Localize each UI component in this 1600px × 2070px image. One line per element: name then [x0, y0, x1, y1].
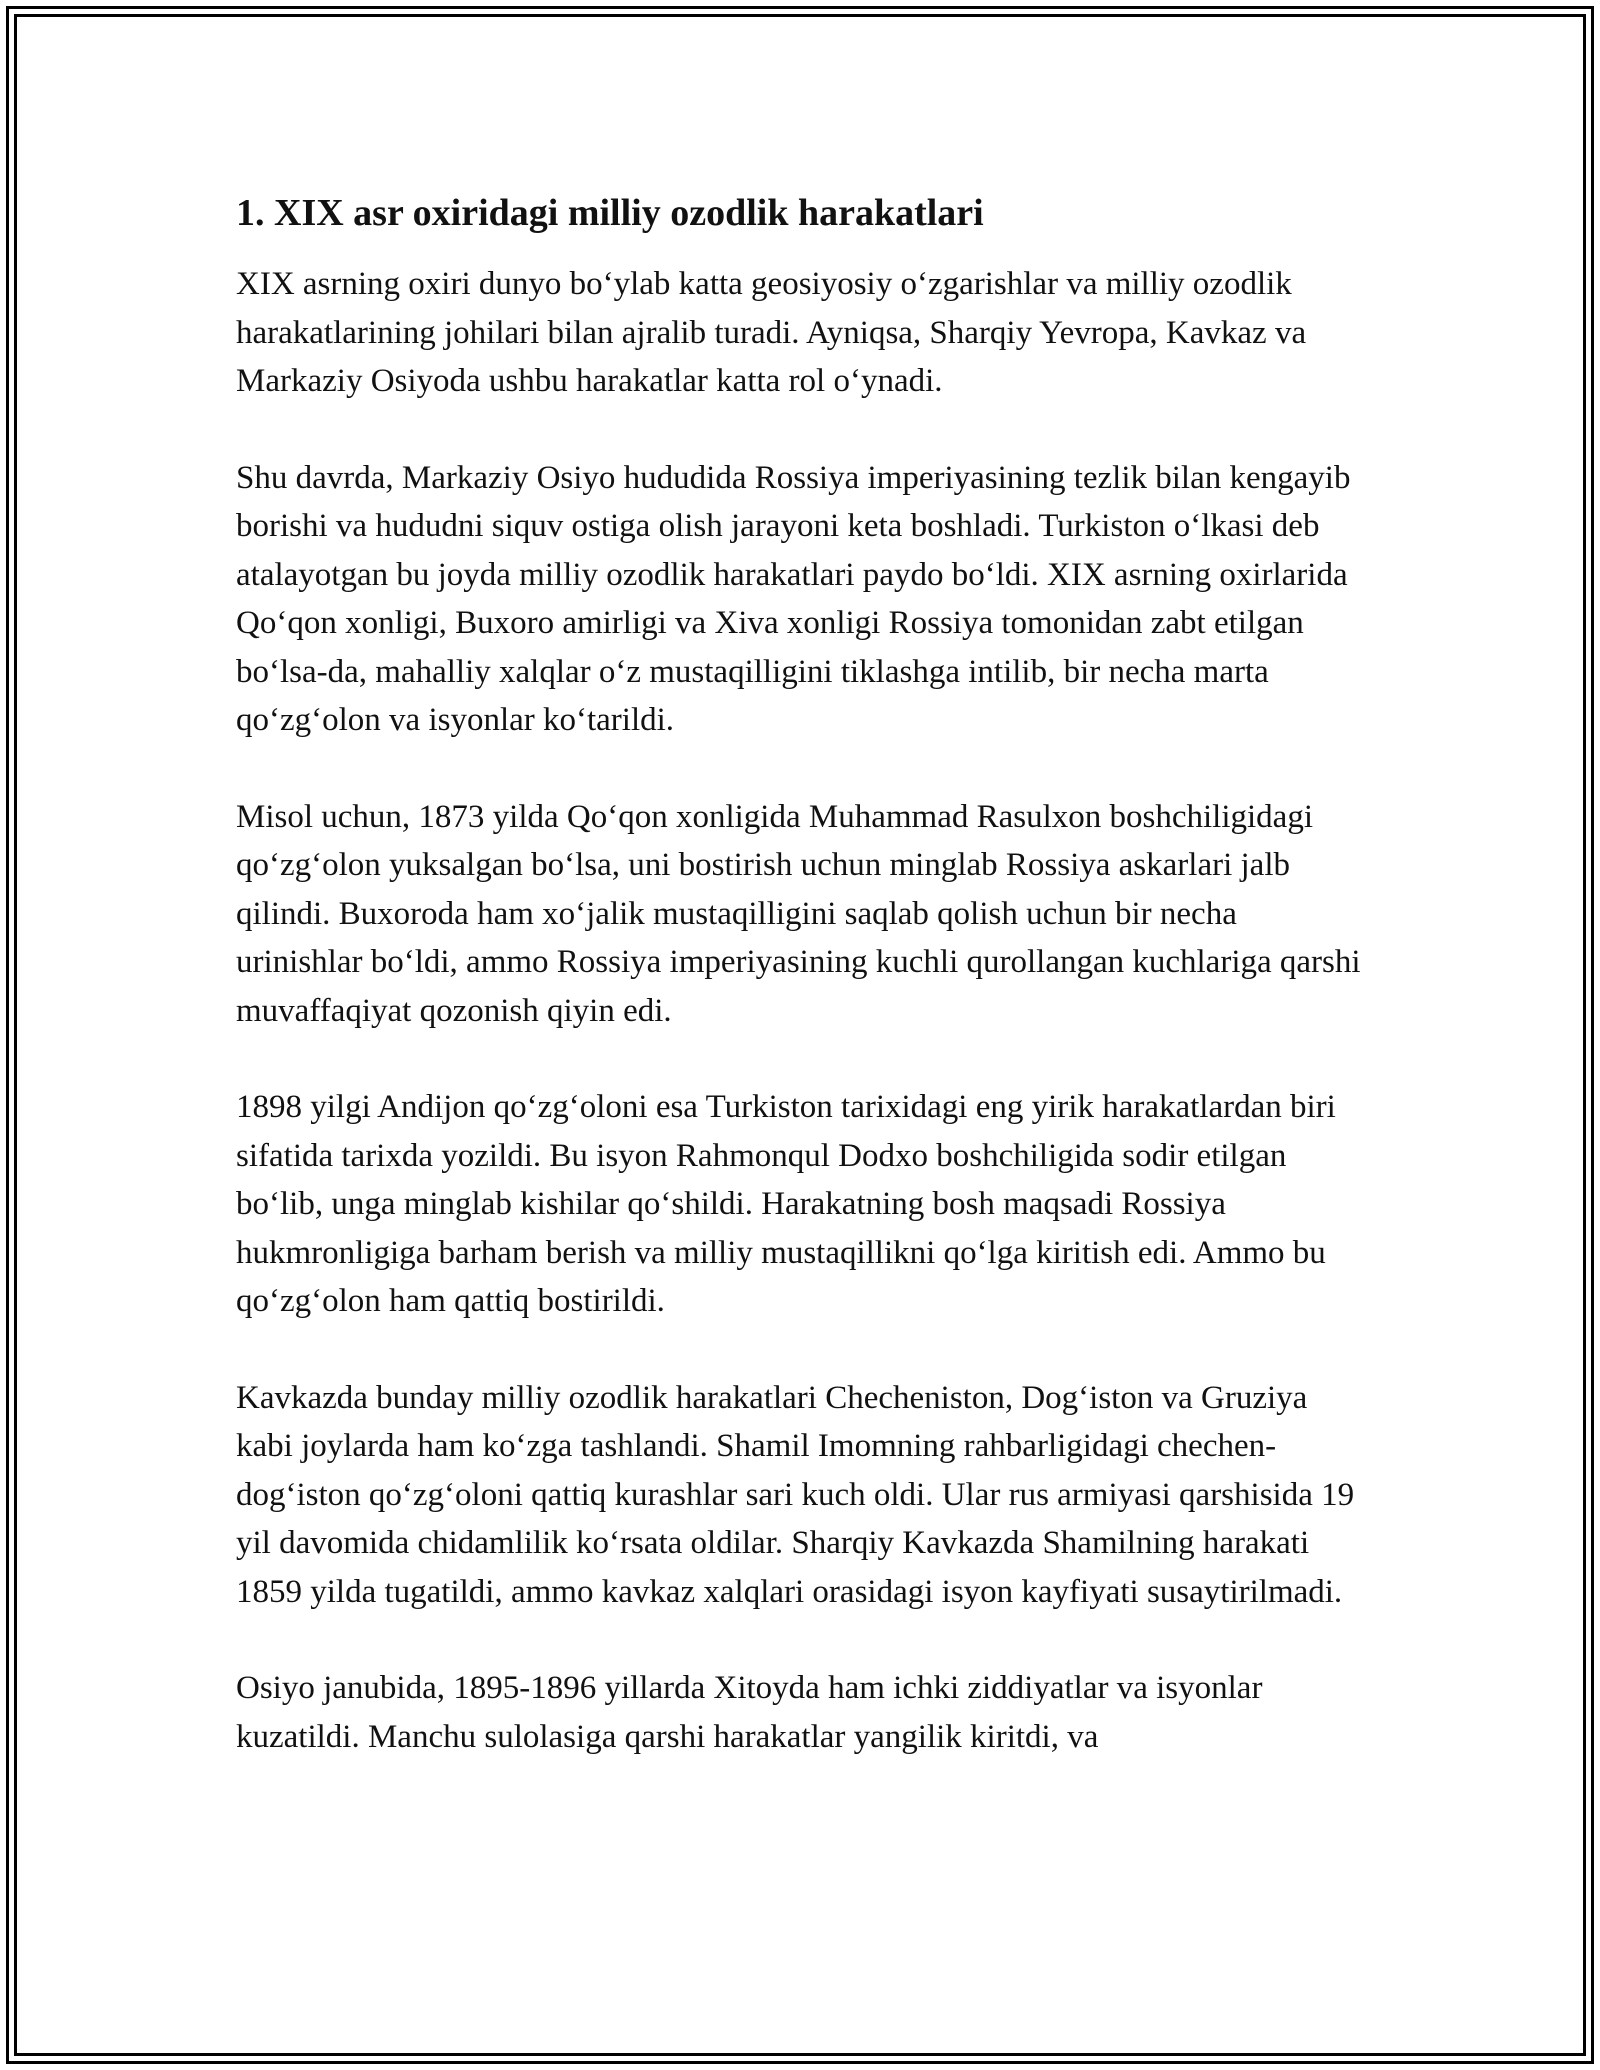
paragraph-2: Shu davrda, Markaziy Osiyo hududida Rossiya imperiyasining tezlik bilan kengayib borishi va hududni siquv ostiga olish jarayoni keta boshladi. Turkiston o‘lkasi deb atalayotgan bu joyda milliy ozodlik harakatlari paydo bo‘ldi. XIX asrning oxirlarida Qo‘qon xonligi, Buxoro amirligi va Xiva xonligi Rossiya tomonidan zabt etilgan bo‘lsa-da, mahalliy xalqlar o‘z mustaqilligini tiklashga intilib, bir necha marta qo‘zg‘olon va isyonlar ko‘tarildi. — [236, 459, 1351, 738]
paragraph-5: Kavkazda bunday milliy ozodlik harakatlari Checheniston, Dog‘iston va Gruziya kabi joylarda ham ko‘zga tashlandi. Shamil Imomning rahbarligidagi chechen-dog‘iston qo‘zg‘oloni qattiq kurashlar sari kuch oldi. Ular rus armiyasi qarshisida 19 yil davomida chidamlilik ko‘rsata oldilar. Sharqiy Kavkazda Shamilning harakati 1859 yilda tugatildi, ammo kavkaz xalqlari orasidagi isyon kayfiyati susaytirilmadi. — [236, 1379, 1355, 1610]
paragraph-4: 1898 yilgi Andijon qo‘zg‘oloni esa Turkiston tarixidagi eng yirik harakatlardan biri sifatida tarixda yozildi. Bu isyon Rahmonqul Dodxo boshchiligida sodir etilgan bo‘lib, unga minglab kishilar qo‘shildi. Harakatning bosh maqsadi Rossiya hukmronligiga barham berish va milliy mustaqillikni qo‘lga kiritish edi. Ammo bu qo‘zg‘olon ham qattiq bostirildi. — [236, 1089, 1336, 1319]
paragraph-1: XIX asrning oxiri dunyo bo‘ylab katta geosiyosiy o‘zgarishlar va milliy ozodlik harakatlarining johilari bilan ajralib turadi. Ayniqsa, Sharqiy Yevropa, Kavkaz va Markaziy Osiyoda ushbu harakatlar katta rol o‘ynadi. — [236, 266, 1307, 399]
section-heading: 1. XIX asr oxiridagi milliy ozodlik harakatlari — [236, 192, 984, 234]
paragraph-6: Osiyo janubida, 1895-1896 yillarda Xitoyda ham ichki ziddiyatlar va isyonlar kuzatildi. Manchu sulolasiga qarshi harakatlar yangilik kiritdi, va — [236, 1670, 1263, 1755]
document-body — [236, 188, 1366, 1809]
paragraph-3: Misol uchun, 1873 yilda Qo‘qon xonligida Muhammad Rasulxon boshchiligidagi qo‘zg‘olon yuksalgan bo‘lsa, uni bostirish uchun minglab Rossiya askarlari jalb qilindi. Buxoroda ham xo‘jalik mustaqilligini saqlab qolish uchun bir necha urinishlar bo‘ldi, ammo Rossiya imperiyasining kuchli qurollangan kuchlariga qarshi muvaffaqiyat qozonish qiyin edi. — [236, 798, 1361, 1029]
